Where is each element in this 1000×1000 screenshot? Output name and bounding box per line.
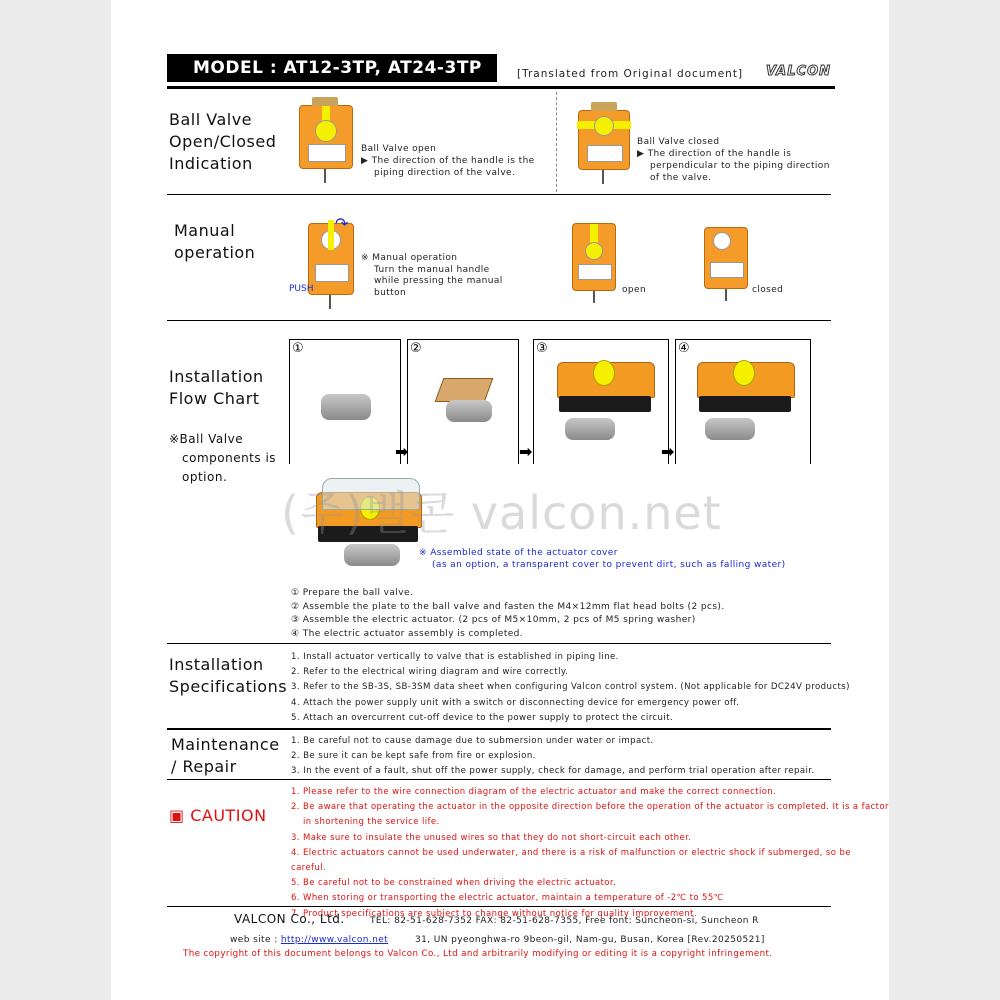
open-caption: Ball Valve open ▶ The direction of the handle is the piping direction of the valve. [361, 144, 535, 178]
manual-closed-label: closed [752, 285, 784, 295]
indication-heading: Ball Valve Open/Closed Indication [169, 110, 277, 173]
footer-address: 31, UN pyeonghwa-ro 9beon-gil, Nam-gu, Busan, Korea [Rev.20250521] [415, 935, 765, 945]
actuator-manual-closed-image [704, 227, 748, 289]
actuator-closed-image [578, 110, 630, 170]
manual-open-label: open [622, 285, 647, 295]
actuator-open-image [299, 105, 353, 169]
step-4-number: ④ [678, 341, 690, 356]
step-3-actuator-image [557, 358, 657, 448]
header-rule [167, 86, 835, 89]
footer-contact: TEL: 82-51-628-7352 FAX: 82-51-628-7355, Free font: Suncheon-si, Suncheon R [370, 916, 759, 926]
step-2-plate-image [435, 378, 494, 402]
step-4-actuator-image [697, 358, 797, 448]
indication-rule [167, 194, 831, 195]
step-2-valve-image [446, 400, 492, 422]
ball-valve-note: ※Ball Valve components is option. [169, 432, 277, 484]
spec-heading: Installation Specifications [169, 655, 288, 696]
cover-note: ※ Assembled state of the actuator cover (as an option, a transparent cover to prevent dirt, such as falling water) [419, 548, 786, 570]
translated-note: [Translated from Original document] [517, 68, 744, 80]
actuator-manual-image [308, 223, 354, 295]
actuator-manual-open-image [572, 223, 616, 291]
step-3-number: ③ [536, 341, 548, 356]
step-1-valve-image [321, 394, 371, 420]
step-2-number: ② [410, 341, 422, 356]
footer-company: VALCON Co., Ltd. [234, 912, 345, 926]
manual-caption: ※ Manual operation Turn the manual handle while pressing the manual button [361, 253, 503, 298]
maintenance-rule [167, 779, 831, 780]
flow-arrow-3-icon: ➡ [661, 442, 675, 461]
caution-heading: ▣ CAUTION [169, 806, 267, 825]
flow-arrow-1-icon: ➡ [395, 442, 409, 461]
spec-list: 1. Install actuator vertically to valve that is established in piping line. 2. Refer to the electrical wiring diagram and wire correctly. 3. Refer to the SB-3S, SB-3SM data sheet when configuring Valcon control system. (Not applicable for DC24V products) 4. Attach the power supply unit with a switch or disconnecting device for emergency power off. 5. Attach an overcurrent cut-off device to the power supply to protect the circuit. [291, 652, 850, 723]
flow-arrow-2-icon: ➡ [519, 442, 533, 461]
push-label: PUSH [289, 284, 314, 294]
maintenance-heading: Maintenance / Repair [171, 735, 280, 776]
manual-rule [167, 320, 831, 321]
model-title-bar: MODEL : AT12-3TP, AT24-3TP [167, 54, 497, 82]
valcon-logo: VALCON [766, 64, 831, 79]
step-1-number: ① [292, 341, 304, 356]
maintenance-list: 1. Be careful not to cause damage due to submersion under water or impact. 2. Be sure it can be kept safe from fire or explosion. 3. In the event of a fault, shut off the power supply, check for damage, and perform trial operation after repair. [291, 736, 815, 777]
flow-rule [167, 643, 831, 644]
caution-list: 1. Please refer to the wire connection diagram of the electric actuator and make the correct connection. 2. Be aware that operating the actuator in the opposite direction before the operation of the actuator is completed. It is a factor in shortening the service life. 3. Make sure to insulate the unused wires so that they do not short-circuit each other. 4. Electric actuators cannot be used underwater, and there is a risk of malfunction or electric shock if submerged, so be careful. 5. Be careful not to be constrained when driving the electric actuator. 6. When storing or transporting the electric actuator, maintain a temperature of -2℃ to 55℃ 7. Product specifications are subject to change without notice for quality improvement. [291, 787, 889, 919]
footer-copyright: The copyright of this document belongs to Valcon Co., Ltd and arbitrarily modifying or editing it is a copyright infringement. [183, 949, 773, 959]
document-page [111, 0, 889, 1000]
procedure-list: ① Prepare the ball valve. ② Assemble the plate to the ball valve and fasten the M4×12mm flat head bolts (2 pcs). ③ Assemble the electric actuator. (2 pcs of M5×10mm, 2 pcs of M5 spring washer) ④ The electric actuator assembly is completed. [291, 588, 725, 639]
website-link[interactable]: http://www.valcon.net [280, 935, 389, 945]
manual-heading: Manual operation [174, 221, 256, 262]
spec-rule [167, 728, 831, 730]
indication-divider [556, 92, 557, 192]
rotate-arrow-icon: ↷ [335, 214, 349, 233]
caution-rule [167, 906, 831, 907]
flow-heading: Installation Flow Chart [169, 367, 264, 408]
closed-caption: Ball Valve closed ▶ The direction of the handle is perpendicular to the piping direction of the valve. [637, 137, 830, 183]
watermark: (주)밸콘 valcon.net [281, 486, 722, 540]
footer-website [230, 934, 388, 946]
website-label: web site : [230, 935, 281, 945]
